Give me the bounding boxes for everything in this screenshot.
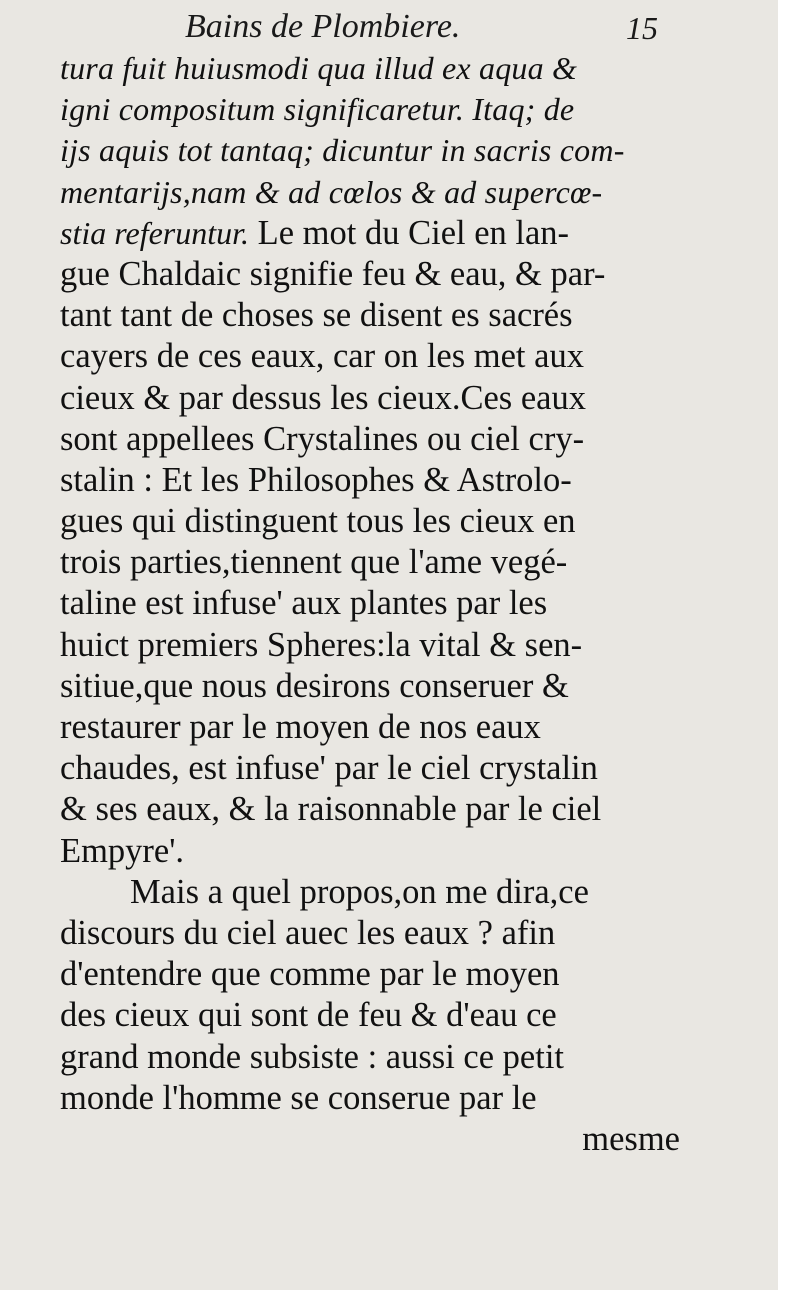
- text-line: tant tant de choses se disent es sacrés: [60, 296, 573, 335]
- page-margin: [778, 0, 800, 1290]
- text-line: cayers de ces eaux, car on les met aux: [60, 337, 584, 376]
- text-line: & ses eaux, & la raisonnable par le ciel: [60, 790, 602, 829]
- text-line: taline est infuse' aux plantes par les: [60, 584, 548, 623]
- text-line: grand monde subsiste : aussi ce petit: [60, 1037, 564, 1076]
- latin-quote-end: stia referuntur.: [60, 214, 250, 251]
- french-text-start: Le mot du Ciel en lan-: [249, 213, 570, 252]
- text-line: Empyre'.: [60, 831, 185, 870]
- text-line: trois parties,tiennent que l'ame vegé-: [60, 543, 568, 582]
- text-line: huict premiers Spheres:la vital & sen-: [60, 625, 583, 664]
- text-line: [60, 213, 680, 254]
- text-line: mentarijs,nam & ad cœlos & ad supercœ-: [60, 173, 603, 210]
- text-line: ijs aquis tot tantaq; dicuntur in sacris com-: [60, 132, 625, 169]
- text-line: des cieux qui sont de feu & d'eau ce: [60, 996, 557, 1035]
- paragraph-start-line: Mais a quel propos,on me dira,ce: [130, 872, 589, 911]
- text-line: stalin : Et les Philosophes & Astrolo-: [60, 460, 572, 499]
- text-line: monde l'homme se conserue par le: [60, 1078, 537, 1117]
- catchword: mesme: [582, 1119, 680, 1158]
- text-line: sitiue,que nous desirons conseruer &: [60, 666, 569, 705]
- running-head: Bains de Plombiere.: [185, 8, 461, 45]
- body-text: [60, 48, 680, 1160]
- text-line: sont appellees Crystalines ou ciel cry-: [60, 419, 585, 458]
- text-line: igni compositum significaretur. Itaq; de: [60, 91, 575, 128]
- text-line: discours du ciel auec les eaux ? afin: [60, 913, 556, 952]
- text-line: d'entendre que comme par le moyen: [60, 955, 560, 994]
- text-line: tura fuit huiusmodi qua illud ex aqua &: [60, 50, 578, 86]
- text-line: gues qui distinguent tous les cieux en: [60, 502, 576, 541]
- text-line: restaurer par le moyen de nos eaux: [60, 708, 541, 746]
- text-line: chaudes, est infuse' par le ciel crystalin: [60, 749, 598, 788]
- text-line: gue Chaldaic signifie feu & eau, & par-: [60, 254, 606, 293]
- page-number: 15: [626, 10, 658, 46]
- text-line: cieux & par dessus les cieux.Ces eaux: [60, 378, 586, 417]
